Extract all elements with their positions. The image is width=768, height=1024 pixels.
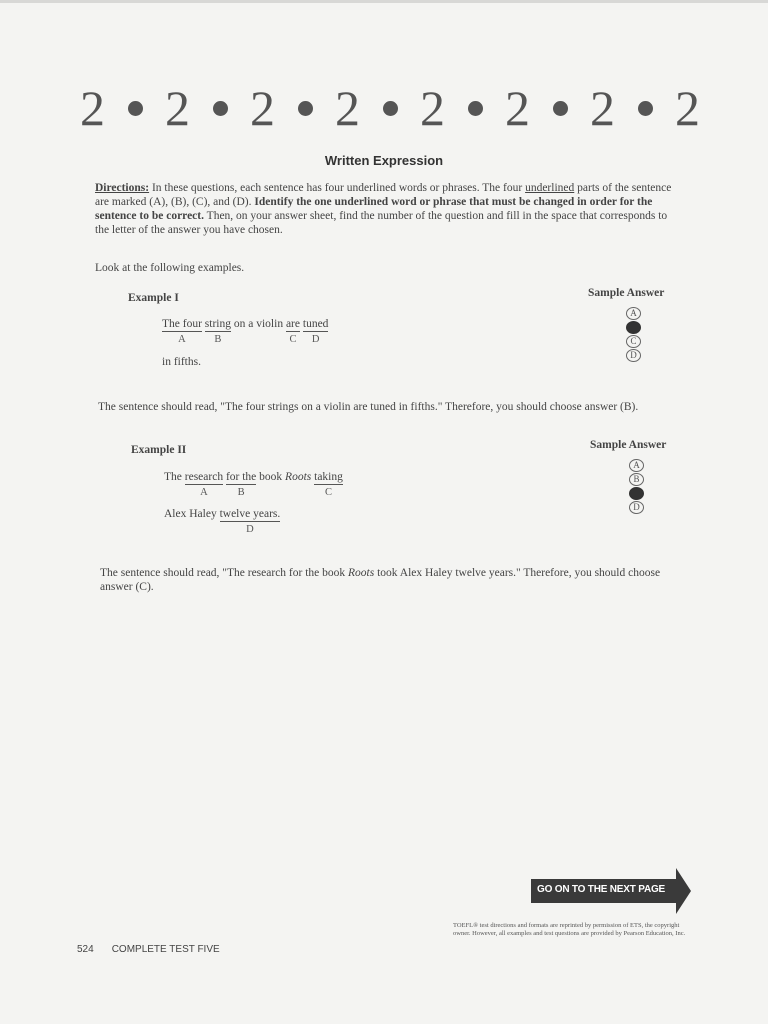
example-2-sentence-line1 [164, 471, 343, 498]
directions-bold: Identify the one underlined word or phrase that must be changed in order for the sentence to be correct. [95, 196, 653, 222]
example-2-explanation [100, 566, 680, 594]
page-footer [77, 944, 220, 955]
option-letter: A [178, 334, 186, 345]
directions-text: Then, on your answer sheet, find the number of the question and fill in the space that corresponds to the letter of the answer you have chosen. [95, 210, 668, 236]
example-1-sample-answer-title: Sample Answer [588, 287, 665, 299]
copyright-footnote: TOEFL® test directions and formats are reprinted by permission of ETS, the copyright owner. However, all examples and test questions are provided by Pearson Education, Inc. [453, 922, 686, 937]
answer-bubble-a: A [629, 459, 644, 472]
bullet-dot [468, 101, 483, 116]
section-title: Written Expression [324, 153, 444, 168]
bullet-dot [638, 101, 653, 116]
option-letter: C [289, 334, 297, 345]
bullet-dot [128, 101, 143, 116]
answer-bubble-b: B [629, 473, 644, 486]
example-1-explanation: The sentence should read, "The four strings on a violin are tuned in fifths." Therefore, you should choose answer (B). [98, 401, 639, 413]
answer-bubble-d: D [626, 349, 641, 362]
directions-paragraph [95, 181, 675, 237]
section-number: 2 [250, 80, 275, 136]
go-on-label: GO ON TO THE NEXT PAGE [537, 884, 666, 895]
sentence-text: Alex Haley [164, 508, 220, 520]
example-2-title: Example II [131, 444, 187, 456]
underlined-option-b [225, 471, 257, 498]
directions-text: In these questions, each sentence has four underlined words or phrases. The four [149, 182, 526, 194]
option-text: The four [162, 318, 202, 330]
option-text: taking [314, 471, 343, 483]
sentence-text: on a violin [231, 318, 286, 330]
section-number: 2 [420, 80, 445, 136]
look-instruction: Look at the following examples. [95, 262, 245, 274]
example-2-answer-bubbles [629, 459, 649, 515]
answer-bubble-b-filled [626, 321, 641, 334]
underlined-option-d [219, 508, 281, 535]
section-number: 2 [335, 80, 360, 136]
example-1-sentence-line2: in fifths. [162, 356, 201, 368]
option-text: twelve years. [219, 508, 281, 520]
option-text: are [285, 318, 300, 330]
directions-text: parts of the sentence are marked (A), (B), (C), and (D). [95, 182, 672, 208]
bullet-dot [553, 101, 568, 116]
section-number: 2 [590, 80, 615, 136]
underlined-option-a [162, 318, 202, 345]
option-text: string [204, 318, 231, 330]
option-letter: D [246, 524, 254, 535]
option-letter: D [311, 334, 320, 345]
answer-bubble-a: A [626, 307, 641, 320]
option-letter: B [237, 487, 245, 498]
option-text: research [184, 471, 224, 483]
bullet-dot [298, 101, 313, 116]
book-title: Roots [285, 471, 312, 483]
bullet-dot [213, 101, 228, 116]
section-number: 2 [505, 80, 530, 136]
directions-label: Directions: [95, 182, 150, 194]
section-number: 2 [80, 80, 105, 136]
bullet-dot [383, 101, 398, 116]
answer-bubble-d: D [629, 501, 644, 514]
underlined-option-a [184, 471, 224, 498]
explanation-text: The sentence should read, "The research for the book [100, 567, 349, 579]
page-edge [0, 0, 768, 3]
section-number: 2 [675, 80, 700, 136]
answer-bubble-c: C [626, 335, 641, 348]
underlined-option-d [302, 318, 329, 345]
answer-bubble-c-filled [629, 487, 644, 500]
sentence-text: book [256, 471, 286, 483]
example-2-sample-answer-title: Sample Answer [590, 439, 667, 451]
example-1-answer-bubbles [626, 307, 646, 363]
explanation-text: took Alex Haley twelve years." Therefore, you should choose answer (C). [100, 567, 661, 593]
go-on-next-page-arrow [531, 868, 691, 914]
option-letter: B [214, 334, 222, 345]
option-text: for the [225, 471, 257, 483]
section-number: 2 [165, 80, 190, 136]
example-2-sentence-line2 [164, 508, 281, 535]
directions-underlined: underlined [525, 182, 575, 194]
footer-title: COMPLETE TEST FIVE [111, 944, 220, 955]
book-title: Roots [348, 567, 375, 579]
option-text: tuned [302, 318, 329, 330]
example-1-sentence-line1 [162, 318, 329, 345]
option-letter: C [324, 487, 332, 498]
underlined-option-c [285, 318, 300, 345]
option-letter: A [200, 487, 208, 498]
section-number-banner [80, 78, 700, 138]
page-number: 524 [77, 944, 94, 955]
underlined-option-b [204, 318, 231, 345]
example-1-title: Example I [128, 292, 179, 304]
underlined-option-c [314, 471, 343, 498]
sentence-text: The [164, 471, 185, 483]
